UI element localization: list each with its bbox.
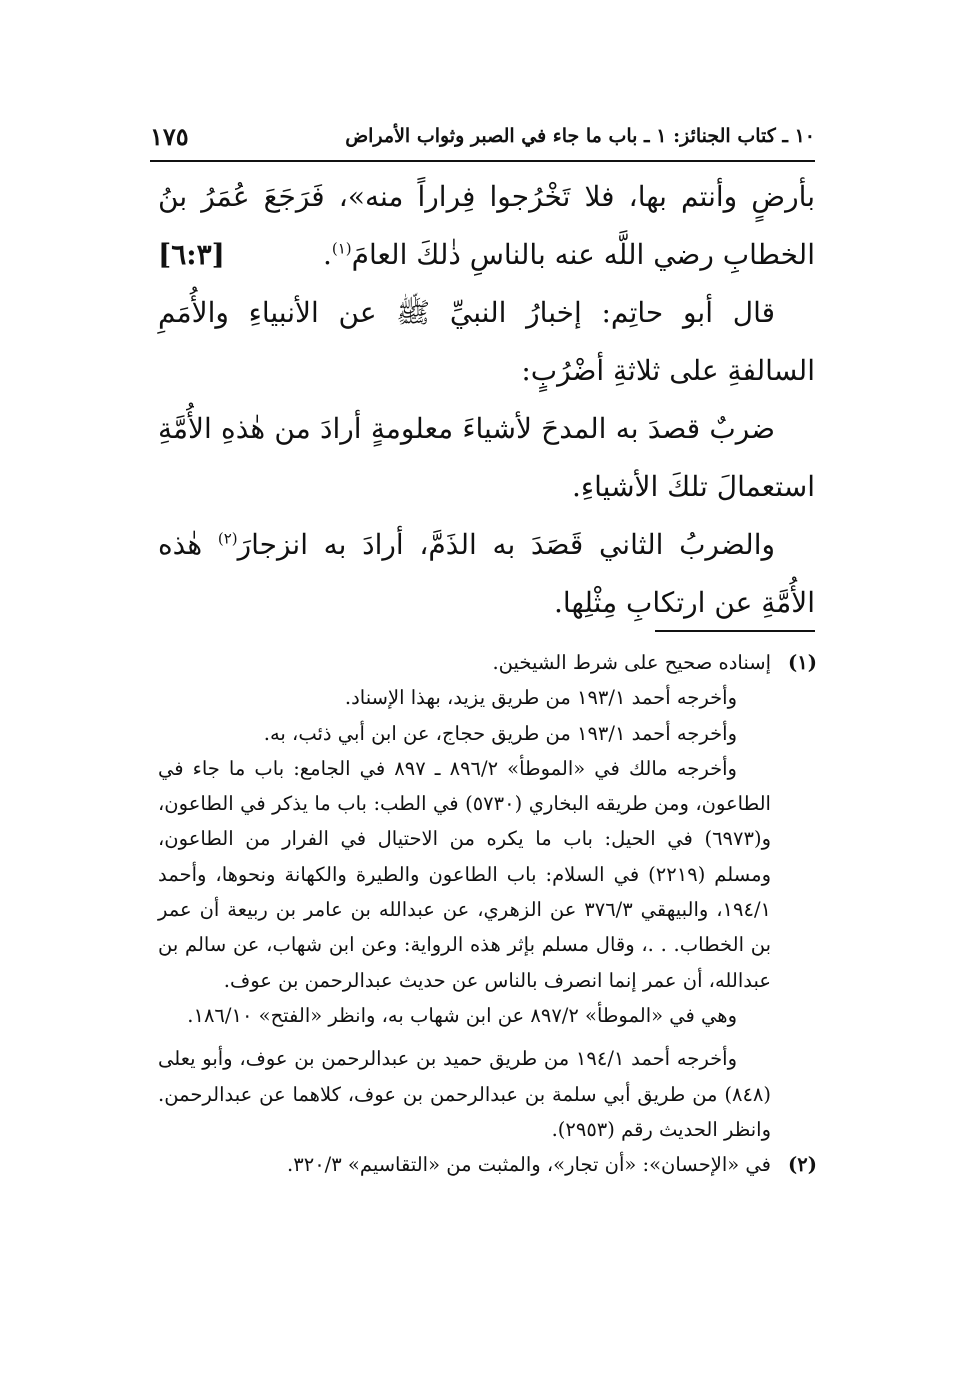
main-text — [158, 168, 815, 632]
footnote-2-text: في «الإحسان»: «أن تجار»، والمثبت من «التقاسيم» ٣٢٠/٣. — [287, 1153, 771, 1177]
footnotes — [158, 645, 817, 1182]
footnote-1-para-3: وأخرجه أحمد ١٩٣/١ من طريق حجاج، عن ابن أبي ذئب، به. — [263, 721, 737, 745]
footnote-marker-1: (١) — [331, 239, 352, 258]
header-rule — [150, 160, 815, 162]
paragraph-4-text-a: والضربُ الثاني قَصَدَ به الذَمَّ، أرادَ به انزجارَ — [237, 528, 775, 561]
footnote-2 — [158, 1147, 817, 1182]
paragraph-4 — [158, 516, 815, 632]
footnote-1-para-2: وأخرجه أحمد ١٩٣/١ من طريق يزيد، بهذا الإسناد. — [344, 686, 737, 710]
paragraph-2: قال أبو حاتِم: إخبارُ النبيِّ ﷺ عن الأنبياءِ والأُمَمِ السالفةِ على ثلاثةِ أضْرُبٍ: — [158, 296, 815, 387]
hadith-reference: [٦:٣] — [158, 238, 225, 271]
paragraph-4-text-b: هٰذه الأُمَّةِ عن ارتكابِ مِثْلِها. — [158, 528, 815, 619]
page-number: ١٧٥ — [150, 121, 189, 151]
footnote-2-number: (٢) — [788, 1153, 817, 1177]
footnote-1-para-4: وأخرجه مالك في «الموطأ» ٨٩٦/٢ ـ ٨٩٧ في الجامع: باب ما جاء في الطاعون، ومن طريقه البخاري (٥٧٣٠) في الطب: باب ما يذكر في الطاعون، و(٦٩٧٣) في الحيل: باب ما يكره من الاحتيال في الفرار من الطاعون، ومسلم (٢٢١٩) في السلام: باب الطاعون والطيرة والكهانة ونحوها، وأحمد ١٩٤/١، والبيهقي ٣٧٦/٣ عن الزهري، عن عبدالله بن عامر بن ربيعة أن عمر بن الخطاب. . .، وقال مسلم بإثر هذه الرواية: وعن ابن شهاب، عن سالم بن عبدالله، أن عمر إنما انصرف بالناس عن حديث عبدالرحمن بن عوف. — [158, 756, 771, 992]
running-header — [150, 112, 815, 160]
footnote-1-para-5: وهي في «الموطأ» ٨٩٧/٢ عن ابن شهاب به، وانظر «الفتح» ١٨٦/١٠. — [187, 1003, 737, 1027]
footnote-1 — [158, 645, 817, 680]
paragraph-1: بأرضٍ وأنتم بها، فلا تَخْرُجوا فِراراً منه»، فَرَجَعَ عُمَرُ بنُ الخطابِ رضي اللَّه عنه بالناسِ ذٰلكَ العامَ$^{(١)}$. [٦:٣] — [158, 168, 815, 284]
footnote-separator — [655, 630, 815, 632]
chapter-title: ١٠ ـ كتاب الجنائز: ١ ـ باب ما جاء في الصبر وثواب الأمراض — [345, 125, 815, 147]
footnote-1-number: (١) — [788, 651, 817, 674]
paragraph-3: ضربٌ قصدَ به المدحَ لأشياءَ معلومةٍ أرادَ من هٰذهِ الأُمَّةِ استعمالَ تلكَ الأشياءِ. — [158, 412, 815, 503]
footnote-1-text: إسناده صحيح على شرط الشيخين. — [492, 651, 771, 674]
paragraph-1-text: بأرضٍ وأنتم بها، فلا تَخْرُجوا فِراراً منه»، فَرَجَعَ عُمَرُ بنُ الخطابِ رضي اللَّه عنه بالناسِ ذٰلكَ العامَ — [158, 180, 815, 271]
footnote-marker-2: (٢) — [217, 529, 238, 548]
footnote-1-para-6: وأخرجه أحمد ١٩٤/١ من طريق حميد بن عبدالرحمن بن عوف، وأبو يعلى (٨٤٨) من طريق أبي سلمة بن عبدالرحمن بن عوف، كلاهما عن عبدالرحمن. وانظر الحديث رقم (٢٩٥٣). — [158, 1047, 771, 1141]
